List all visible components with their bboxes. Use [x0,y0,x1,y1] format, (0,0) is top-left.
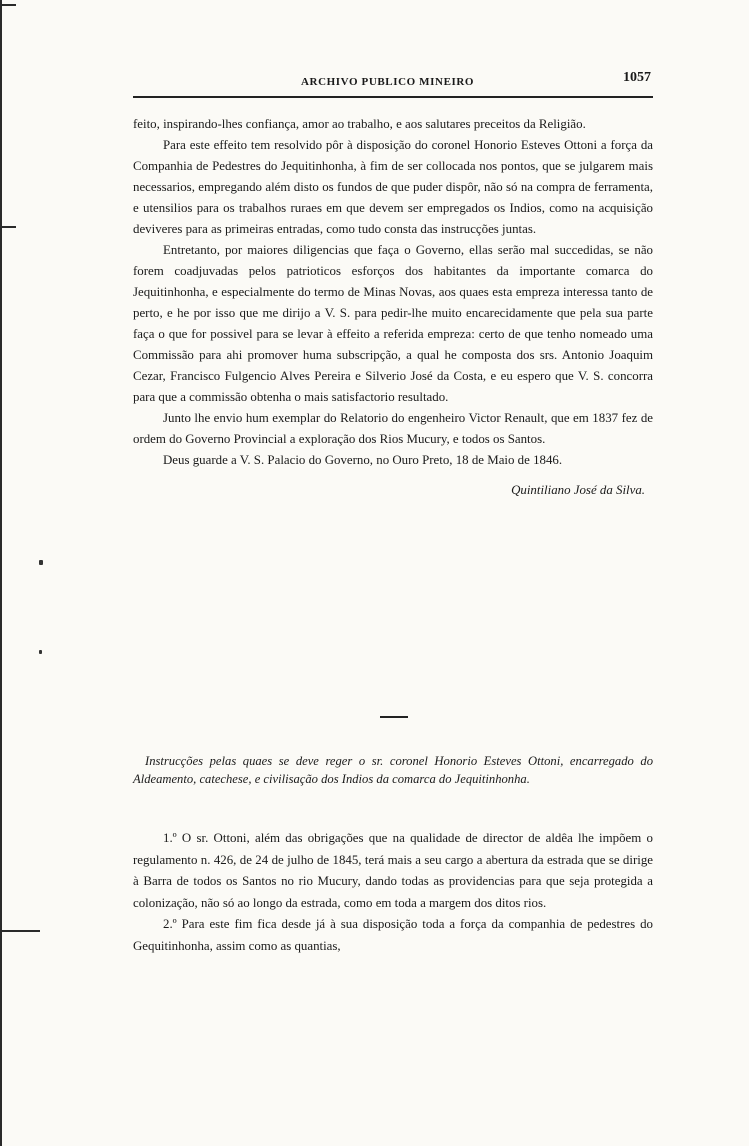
signature: Quintiliano José da Silva. [511,483,645,497]
page-header [133,68,653,98]
page-edge-mark [0,4,16,6]
instruction-item: 1.º O sr. Ottoni, além das obrigações que na qualidade de director de aldêa lhe impõem o regulamento n. 426, de 24 de julho de 1845, terá mais a seu cargo a abertura da estrada que se dirige à Barra de todos os Santos no rio Mucury, dando todas as providencias para que seja protegida a colonização, não só ao longo da estrada, como em toda a margem dos ditos rios. [133,831,653,910]
margin-speck [39,650,42,654]
header-rule [133,96,653,98]
margin-speck [39,560,43,565]
running-head: ARCHIVO PUBLICO MINEIRO [301,76,475,88]
page-edge-mark [0,930,40,932]
instructions-title: Instrucções pelas quaes se deve reger o sr. coronel Honorio Esteves Ottoni, encarregado do Aldeamento, catechese, e civilisação dos Indios da comarca do Jequitinhonha. [133,754,653,786]
page-edge-mark [0,226,16,228]
section-divider [380,716,408,718]
paragraph: Junto lhe envio hum exemplar do Relatorio do engenheiro Victor Renault, que em 1837 fez de ordem do Governo Provincial a exploração dos Rios Mucury, e todos os Santos. [133,411,653,446]
paragraph: Para este effeito tem resolvido pôr à disposição do coronel Honorio Esteves Ottoni a força da Companhia de Pedestres do Jequitinhonha, à fim de ser collocada nos pontos, que se julgarem mais necessarios, empregando além disto os fundos de que puder dispôr, não só na compra de ferramenta, e utensilios para os trabalhos ruraes em que devem ser empregados os Indios, como na acquisição deviveres para as primeiras entradas, como tudo consta das instrucções juntas. [133,138,653,236]
page-edge-line [0,0,2,1146]
page-number: 1057 [623,70,651,85]
instruction-item: 2.º Para este fim fica desde já à sua disposição toda a força da companhia de pedestres do Gequitinhonha, assim como as quantias, [133,917,653,953]
paragraph: Deus guarde a V. S. Palacio do Governo, no Ouro Preto, 18 de Maio de 1846. [163,453,563,467]
paragraph: Entretanto, por maiores diligencias que faça o Governo, ellas serão mal succedidas, se não forem coadjuvadas pelos patrioticos esforços dos habitantes da importante comarca do Jequitinhonha, e especialmente do termo de Minas Novas, aos quaes esta empreza interessa tanto de perto, e he por isso que me dirijo a V. S. para pedir-lhe muito encarecidamente que pela sua parte faça o que for possivel para se levar à effeito a referida empreza: certo de que tenho nomeado uma Commissão para ahi promover huma subscripção, a qual he composta dos srs. Antonio Joaquim Cezar, Francisco Fulgencio Alves Pereira e Silverio José da Costa, e eu espero que V. S. concorra para que a commissão obtenha o mais satisfactorio resultado. [133,243,653,404]
letter-body [133,114,653,501]
paragraph: feito, inspirando-lhes confiança, amor ao trabalho, e aos salutares preceitos da Religião. [133,117,586,131]
instructions-body [133,828,653,957]
